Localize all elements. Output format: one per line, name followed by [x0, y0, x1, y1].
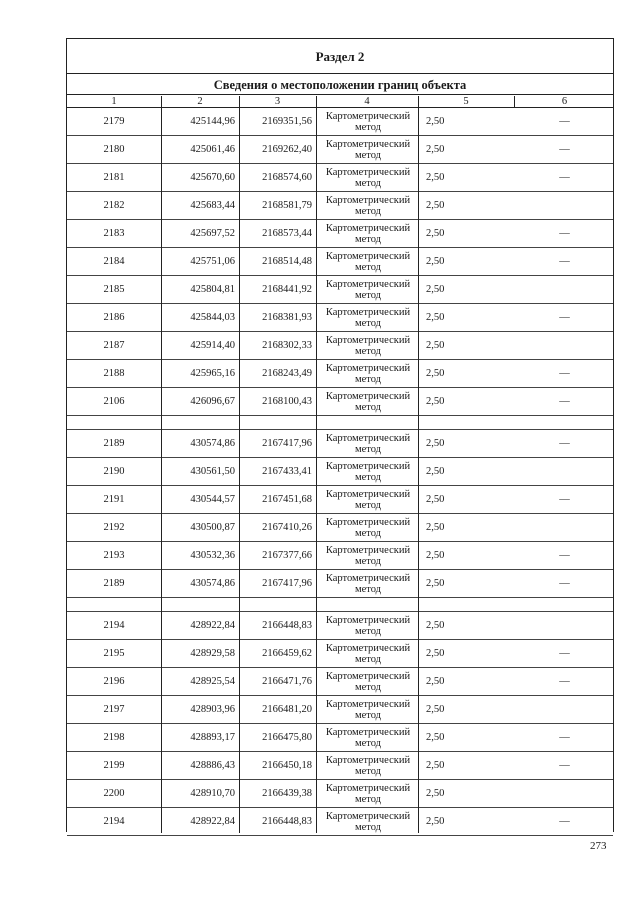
table-row — [67, 430, 613, 458]
method-line-1: Картометрический — [325, 110, 411, 122]
cell-y: 2167410,26 — [262, 522, 312, 533]
cell-y: 2166471,76 — [262, 676, 312, 687]
method-line-1: Картометрический — [325, 278, 411, 290]
method-line-1: Картометрический — [325, 222, 411, 234]
cell-x: 425683,44 — [190, 200, 235, 211]
cell-acc: 2,50 — [426, 550, 445, 561]
column-divider — [514, 96, 515, 108]
method-line-2: метод — [354, 401, 382, 413]
method-line-2: метод — [354, 149, 382, 161]
method-line-1: Картометрический — [325, 306, 411, 318]
cell-acc: 2,50 — [426, 578, 445, 589]
cell-d: — — [559, 172, 570, 183]
table-row — [67, 164, 613, 192]
cell-acc: 2,50 — [426, 368, 445, 379]
cell-x: 425844,03 — [190, 312, 235, 323]
cell-n: 2183 — [103, 228, 125, 239]
method-line-2: метод — [354, 345, 382, 357]
cell-method — [316, 696, 418, 723]
column-number-row — [67, 96, 613, 108]
table-row — [67, 486, 613, 514]
group-separator — [67, 416, 613, 430]
cell-d: — — [559, 228, 570, 239]
table-row — [67, 752, 613, 780]
cell-y: 2168302,33 — [262, 340, 312, 351]
cell-method — [316, 668, 418, 695]
cell-d: — — [559, 368, 570, 379]
cell-x: 426096,67 — [190, 396, 235, 407]
cell-acc: 2,50 — [426, 200, 445, 211]
table-row — [67, 304, 613, 332]
column-number: 3 — [274, 96, 281, 107]
cell-n: 2194 — [103, 620, 125, 631]
method-line-2: метод — [354, 289, 382, 301]
method-line-2: метод — [354, 555, 382, 567]
method-line-2: метод — [354, 583, 382, 595]
cell-method — [316, 640, 418, 667]
cell-d: — — [559, 396, 570, 407]
cell-x: 425804,81 — [190, 284, 235, 295]
cell-y: 2168100,43 — [262, 396, 312, 407]
cell-acc: 2,50 — [426, 704, 445, 715]
cell-d: — — [559, 648, 570, 659]
table-row — [67, 276, 613, 304]
method-line-2: метод — [354, 625, 382, 637]
method-line-2: метод — [354, 653, 382, 665]
method-line-1: Картометрический — [325, 642, 411, 654]
cell-n: 2198 — [103, 732, 125, 743]
cell-d: — — [559, 550, 570, 561]
cell-x: 428886,43 — [190, 760, 235, 771]
cell-d: — — [559, 256, 570, 267]
method-line-2: метод — [354, 443, 382, 455]
cell-x: 428893,17 — [190, 732, 235, 743]
cell-method — [316, 304, 418, 331]
method-line-2: метод — [354, 205, 382, 217]
cell-d: — — [559, 760, 570, 771]
cell-method — [316, 164, 418, 191]
method-line-2: метод — [354, 527, 382, 539]
cell-n: 2195 — [103, 648, 125, 659]
cell-acc: 2,50 — [426, 788, 445, 799]
method-line-1: Картометрический — [325, 614, 411, 626]
cell-y: 2167417,96 — [262, 438, 312, 449]
table-row — [67, 458, 613, 486]
table-row — [67, 360, 613, 388]
method-line-1: Картометрический — [325, 250, 411, 262]
cell-y: 2168514,48 — [262, 256, 312, 267]
cell-y: 2167417,96 — [262, 578, 312, 589]
cell-d — [514, 514, 615, 541]
cell-method — [316, 486, 418, 513]
cell-method — [316, 752, 418, 779]
cell-method — [316, 220, 418, 247]
method-line-1: Картометрический — [325, 390, 411, 402]
table-row — [67, 542, 613, 570]
cell-acc: 2,50 — [426, 732, 445, 743]
cell-d: — — [559, 438, 570, 449]
method-line-2: метод — [354, 709, 382, 721]
cell-y: 2168441,92 — [262, 284, 312, 295]
column-divider — [418, 96, 419, 833]
table-row — [67, 136, 613, 164]
cell-x: 430574,86 — [190, 438, 235, 449]
cell-acc: 2,50 — [426, 494, 445, 505]
cell-acc: 2,50 — [426, 620, 445, 631]
cell-d — [514, 192, 615, 219]
column-number: 6 — [561, 96, 568, 107]
cell-y: 2166450,18 — [262, 760, 312, 771]
cell-n: 2179 — [103, 116, 125, 127]
cell-d: — — [559, 676, 570, 687]
cell-y: 2169351,56 — [262, 116, 312, 127]
cell-acc: 2,50 — [426, 438, 445, 449]
page-number: 273 — [590, 840, 607, 852]
cell-x: 430561,50 — [190, 466, 235, 477]
cell-acc: 2,50 — [426, 396, 445, 407]
cell-acc: 2,50 — [426, 284, 445, 295]
cell-n: 2189 — [103, 438, 125, 449]
column-number: 1 — [111, 96, 117, 107]
method-line-2: метод — [354, 499, 382, 511]
method-line-1: Картометрический — [325, 726, 411, 738]
cell-x: 425751,06 — [190, 256, 235, 267]
table-row — [67, 248, 613, 276]
cell-n: 2190 — [103, 466, 125, 477]
cell-d: — — [559, 816, 570, 827]
column-divider — [239, 96, 240, 833]
cell-y: 2168243,49 — [262, 368, 312, 379]
cell-d: — — [559, 116, 570, 127]
cell-n: 2106 — [103, 396, 125, 407]
group-separator — [67, 598, 613, 612]
cell-x: 430574,86 — [190, 578, 235, 589]
method-line-2: метод — [354, 121, 382, 133]
method-line-1: Картометрический — [325, 166, 411, 178]
cell-acc: 2,50 — [426, 816, 445, 827]
cell-y: 2166475,80 — [262, 732, 312, 743]
cell-d — [514, 612, 615, 639]
column-divider — [161, 96, 162, 833]
cell-d: — — [559, 144, 570, 155]
cell-y: 2166448,83 — [262, 816, 312, 827]
cell-d — [514, 332, 615, 359]
cell-n: 2189 — [103, 578, 125, 589]
method-line-1: Картометрический — [325, 460, 411, 472]
cell-n: 2188 — [103, 368, 125, 379]
cell-method — [316, 612, 418, 639]
column-divider — [316, 96, 317, 833]
cell-n: 2182 — [103, 200, 125, 211]
method-line-2: метод — [354, 681, 382, 693]
method-line-1: Картометрический — [325, 138, 411, 150]
table-row — [67, 696, 613, 724]
cell-method — [316, 108, 418, 135]
cell-acc: 2,50 — [426, 340, 445, 351]
cell-method — [316, 360, 418, 387]
method-line-2: метод — [354, 765, 382, 777]
cell-x: 425965,16 — [190, 368, 235, 379]
method-line-1: Картометрический — [325, 782, 411, 794]
cell-y: 2167451,68 — [262, 494, 312, 505]
cell-acc: 2,50 — [426, 522, 445, 533]
cell-d: — — [559, 312, 570, 323]
cell-y: 2167377,66 — [262, 550, 312, 561]
method-line-2: метод — [354, 177, 382, 189]
cell-acc: 2,50 — [426, 228, 445, 239]
method-line-1: Картометрический — [325, 488, 411, 500]
cell-method — [316, 136, 418, 163]
cell-x: 430500,87 — [190, 522, 235, 533]
table-row — [67, 808, 613, 836]
cell-method — [316, 542, 418, 569]
column-number: 4 — [364, 96, 370, 107]
table-row — [67, 108, 613, 136]
cell-n: 2191 — [103, 494, 125, 505]
cell-y: 2166481,20 — [262, 704, 312, 715]
cell-y: 2166448,83 — [262, 620, 312, 631]
cell-n: 2193 — [103, 550, 125, 561]
cell-y: 2168581,79 — [262, 200, 312, 211]
cell-n: 2196 — [103, 676, 125, 687]
cell-y: 2168574,60 — [262, 172, 312, 183]
method-line-1: Картометрический — [325, 810, 411, 822]
method-line-2: метод — [354, 737, 382, 749]
cell-acc: 2,50 — [426, 466, 445, 477]
cell-acc: 2,50 — [426, 256, 445, 267]
cell-x: 425697,52 — [190, 228, 235, 239]
cell-acc: 2,50 — [426, 676, 445, 687]
column-number: 2 — [197, 96, 203, 107]
method-line-1: Картометрический — [325, 194, 411, 206]
cell-y: 2168573,44 — [262, 228, 312, 239]
table-row — [67, 514, 613, 542]
method-line-1: Картометрический — [325, 754, 411, 766]
cell-n: 2184 — [103, 256, 125, 267]
cell-x: 428929,58 — [190, 648, 235, 659]
table-row — [67, 668, 613, 696]
method-line-2: метод — [354, 793, 382, 805]
cell-d — [514, 276, 615, 303]
method-line-1: Картометрический — [325, 544, 411, 556]
cell-y: 2166459,62 — [262, 648, 312, 659]
cell-y: 2167433,41 — [262, 466, 312, 477]
cell-n: 2181 — [103, 172, 125, 183]
cell-n: 2192 — [103, 522, 125, 533]
cell-n: 2180 — [103, 144, 125, 155]
cell-d — [514, 780, 615, 807]
cell-x: 425670,60 — [190, 172, 235, 183]
cell-x: 430532,36 — [190, 550, 235, 561]
cell-n: 2186 — [103, 312, 125, 323]
cell-x: 428922,84 — [190, 620, 235, 631]
method-line-2: метод — [354, 821, 382, 833]
method-line-2: метод — [354, 373, 382, 385]
table-row — [67, 192, 613, 220]
method-line-2: метод — [354, 261, 382, 273]
method-line-1: Картометрический — [325, 698, 411, 710]
cell-n: 2187 — [103, 340, 125, 351]
cell-method — [316, 332, 418, 359]
cell-x: 425144,96 — [190, 116, 235, 127]
table-row — [67, 570, 613, 598]
cell-x: 428922,84 — [190, 816, 235, 827]
cell-y: 2168381,93 — [262, 312, 312, 323]
method-line-1: Картометрический — [325, 432, 411, 444]
method-line-2: метод — [354, 471, 382, 483]
cell-acc: 2,50 — [426, 116, 445, 127]
table-row — [67, 640, 613, 668]
method-line-1: Картометрический — [325, 516, 411, 528]
cell-n: 2199 — [103, 760, 125, 771]
column-number: 5 — [463, 96, 469, 107]
method-line-1: Картометрический — [325, 362, 411, 374]
cell-method — [316, 388, 418, 415]
table-subtitle: Сведения о местоположении границ объекта — [67, 74, 613, 95]
cell-acc: 2,50 — [426, 172, 445, 183]
cell-d: — — [559, 578, 570, 589]
cell-acc: 2,50 — [426, 648, 445, 659]
cell-acc: 2,50 — [426, 760, 445, 771]
table-row — [67, 220, 613, 248]
cell-y: 2169262,40 — [262, 144, 312, 155]
cell-x: 428910,70 — [190, 788, 235, 799]
cell-x: 430544,57 — [190, 494, 235, 505]
method-line-2: метод — [354, 233, 382, 245]
boundary-table — [66, 38, 614, 832]
cell-acc: 2,50 — [426, 312, 445, 323]
method-line-1: Картометрический — [325, 670, 411, 682]
cell-y: 2166439,38 — [262, 788, 312, 799]
cell-acc: 2,50 — [426, 144, 445, 155]
cell-x: 425914,40 — [190, 340, 235, 351]
table-row — [67, 612, 613, 640]
cell-method — [316, 808, 418, 835]
cell-method — [316, 458, 418, 485]
cell-n: 2197 — [103, 704, 125, 715]
section-title: Раздел 2 — [67, 39, 613, 74]
table-row — [67, 388, 613, 416]
method-line-1: Картометрический — [325, 334, 411, 346]
cell-x: 428903,96 — [190, 704, 235, 715]
cell-method — [316, 780, 418, 807]
cell-d — [514, 458, 615, 485]
cell-method — [316, 248, 418, 275]
table-row — [67, 724, 613, 752]
cell-method — [316, 276, 418, 303]
cell-method — [316, 430, 418, 457]
method-line-1: Картометрический — [325, 572, 411, 584]
cell-x: 428925,54 — [190, 676, 235, 687]
cell-method — [316, 192, 418, 219]
cell-n: 2200 — [103, 788, 125, 799]
cell-method — [316, 724, 418, 751]
cell-x: 425061,46 — [190, 144, 235, 155]
cell-d: — — [559, 732, 570, 743]
cell-d: — — [559, 494, 570, 505]
cell-method — [316, 514, 418, 541]
cell-n: 2194 — [103, 816, 125, 827]
cell-method — [316, 570, 418, 597]
method-line-2: метод — [354, 317, 382, 329]
cell-n: 2185 — [103, 284, 125, 295]
table-row — [67, 332, 613, 360]
table-row — [67, 780, 613, 808]
cell-d — [514, 696, 615, 723]
